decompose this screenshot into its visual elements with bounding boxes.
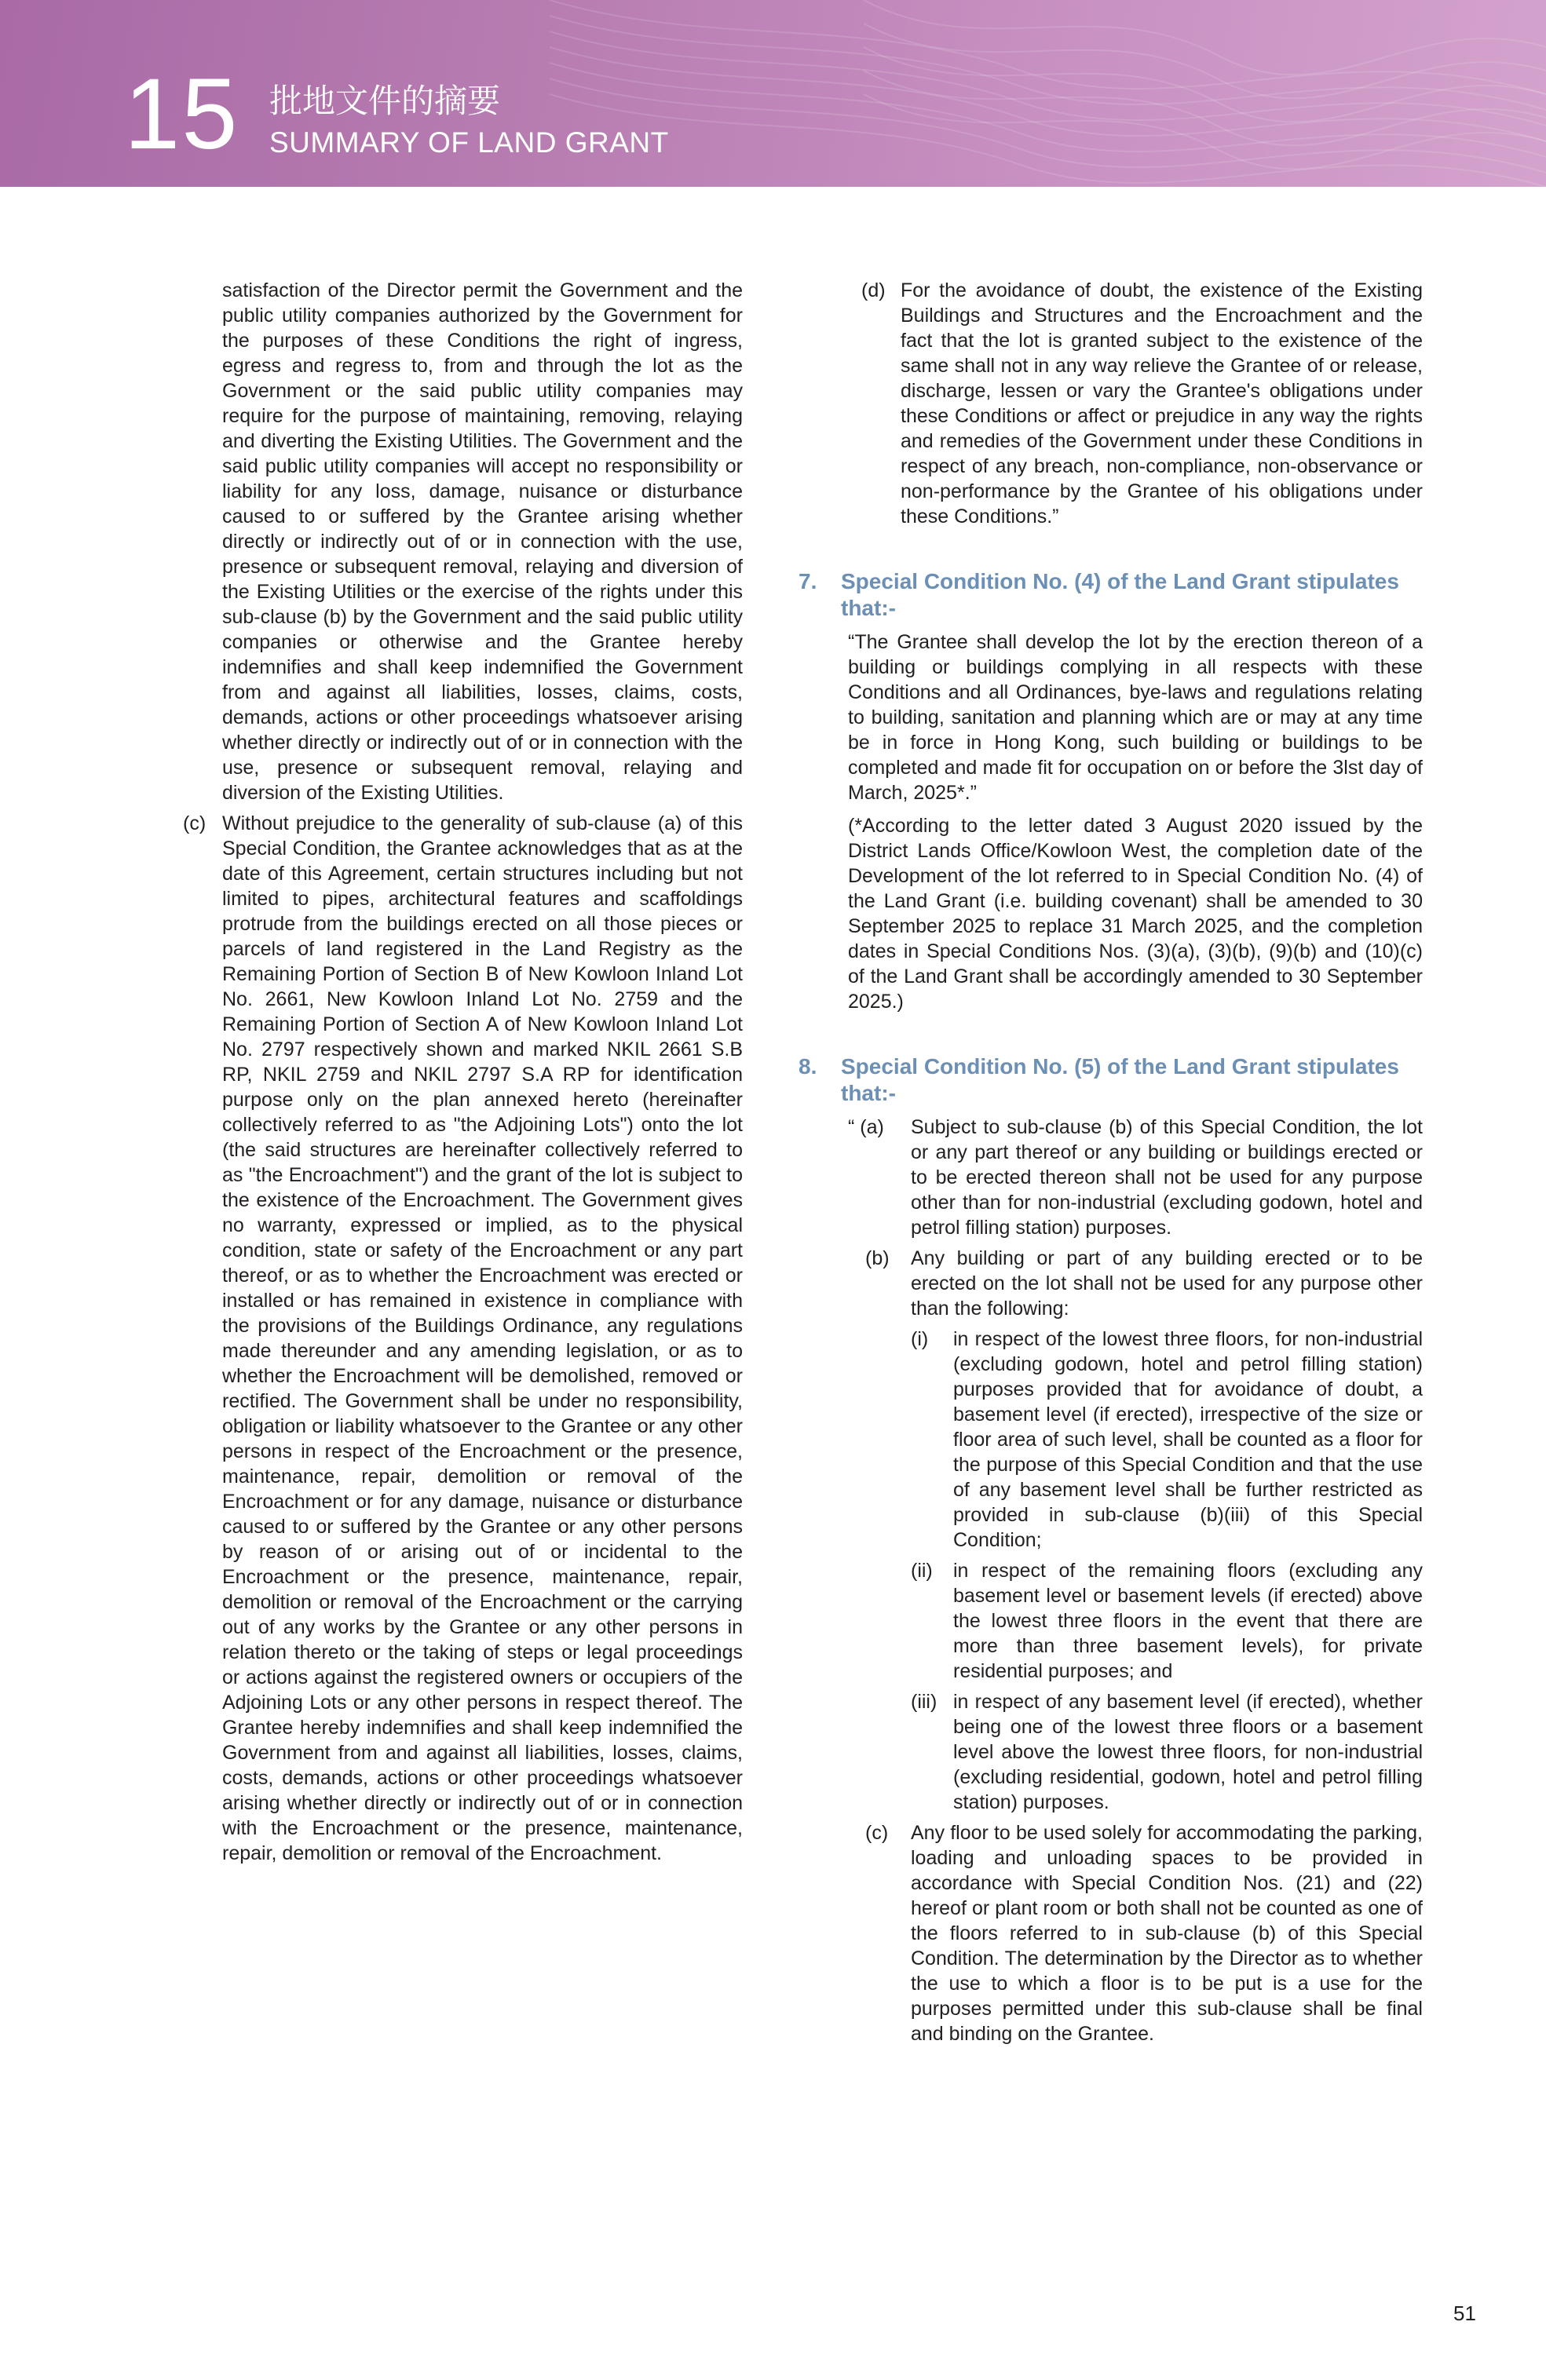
clause-d-avoidance-of-doubt — [861, 278, 1423, 529]
clause-text: Any building or part of any building erected or to be erected on the lot shall not be used for any purpose other than the following: — [911, 1247, 1423, 1320]
section-heading-text: Special Condition No. (5) of the Land Grant stipulates that:- — [841, 1054, 1399, 1105]
clause-label: (c) — [183, 812, 206, 834]
section-8-heading — [799, 1053, 1423, 1107]
right-column — [799, 278, 1423, 2046]
clause-c — [865, 1820, 1423, 2046]
chapter-title-english: SUMMARY OF LAND GRANT — [269, 126, 669, 159]
subclause-text: in respect of any basement level (if erected), whether being one of the lowest three floors or a basement level above the lowest three floors, for non-industrial (excluding residential, godown, hotel and petrol filling station) purposes. — [953, 1691, 1423, 1813]
clause-b — [865, 1246, 1423, 1321]
continued-paragraph: satisfaction of the Director permit the Government and the public utility companies authorized by the Government for the purposes of these Conditions the right of ingress, egress and regress to, from and through the lot as the Government or the said public utility companies may require for the purpose of maintaining, removing, relaying and diverting the Existing Utilities. The Government and the said public utility companies will accept no responsibility or liability for any loss, damage, nuisance or disturbance caused to or suffered by the Grantee arising whether directly or indirectly out of or in connection with the use, presence or subsequent removal, relaying and diversion of the Existing Utilities or the exercise of the rights under this sub-clause (b) by the Government and the said public utility companies or otherwise and the Grantee hereby indemnifies and shall keep indemnified the Government from and against all liabilities, losses, claims, costs, demands, actions or other proceedings whatsoever arising whether directly or indirectly out of or in connection with the use, presence or subsequent removal, relaying and diversion of the Existing Utilities. — [222, 279, 743, 804]
clause-text: For the avoidance of doubt, the existence of the Existing Buildings and Structures and the Encroachment and the fact that the lot is granted subject to the existence of the same shall not in any way relieve the Grantee of or release, discharge, lessen or vary the Grantee's obligations under these Conditions or affect or prejudice in any way the rights and remedies of the Government under these Conditions in respect of any breach, non-compliance, non-observance or non-performance by the Grantee of his obligations under these Conditions.” — [901, 279, 1423, 527]
section-7-quote: “The Grantee shall develop the lot by the erection thereon of a building or buildings complying in all respects with these Conditions and all Ordinances, bye-laws and regulations relating to building, sanitation and planning which are or may at any time be in force in Hong Kong, such building or buildings to be completed and made fit for occupation on or before the 3lst day of March, 2025*.” — [848, 631, 1423, 804]
left-column — [183, 278, 743, 1866]
section-heading-text: Special Condition No. (4) of the Land Grant stipulates that:- — [841, 569, 1399, 620]
subclause-text: in respect of the remaining floors (excluding any basement level or basement levels (if erected) above the lowest three floors in the event that there are more than three basement levels), for private residential purposes; and — [953, 1560, 1423, 1682]
clause-label: “ (a) — [848, 1116, 884, 1138]
clause-label: (c) — [865, 1822, 889, 1844]
clause-c-encroachment — [183, 811, 743, 1866]
clause-a — [848, 1115, 1423, 1240]
subclause-label: (iii) — [911, 1691, 937, 1713]
chapter-number: 15 — [124, 58, 239, 170]
clause-text: Subject to sub-clause (b) of this Special Condition, the lot or any part thereof or any building or buildings erected or to be erected thereon shall not be used for any purpose other than for non-industrial (excluding godown, hotel and petrol filling station) purposes. — [911, 1116, 1423, 1239]
section-number: 7. — [799, 569, 817, 593]
section-number: 8. — [799, 1054, 817, 1079]
section-8-body — [848, 1115, 1423, 2046]
clause-label: (b) — [865, 1247, 890, 1269]
section-7-body — [848, 630, 1423, 1014]
section-7-note: (*According to the letter dated 3 August 2020 issued by the District Lands Office/Kowloon West, the completion date of the Development of the lot referred to in Special Condition No. (4) of the Land Grant (i.e. building covenant) shall be amended to 30 September 2025 to replace 31 March 2025, and the completion dates in Special Conditions Nos. (3)(a), (3)(b), (9)(b) and (10)(c) of the Land Grant shall be accordingly amended to 30 September 2025.) — [848, 815, 1423, 1013]
clause-label: (d) — [861, 279, 886, 301]
subclause-text: in respect of the lowest three floors, for non-industrial (excluding godown, hotel and petrol filling station) purposes provided that for avoidance of doubt, a basement level (if erected), irrespective of the size or floor area of such level, shall be counted as a floor for the purpose of this Special Condition and that the use of any basement level shall be further restricted as provided in sub-clause (b)(iii) of this Special Condition; — [953, 1328, 1423, 1551]
subclause-label: (ii) — [911, 1560, 933, 1582]
chapter-title-chinese: 批地文件的摘要 — [269, 82, 501, 120]
page-number: 51 — [1453, 2302, 1476, 2325]
subclause-label: (i) — [911, 1328, 929, 1350]
subclause-b-i — [911, 1327, 1423, 1553]
clause-text: Any floor to be used solely for accommodating the parking, loading and unloading spaces to be provided in accordance with Special Condition Nos. (21) and (22) hereof or plant room or both shall not be counted as one of the floors referred to in sub-clause (b) of this Special Condition. The determination by the Director as to whether the use to which a floor is to be put is a use for the purposes permitted under this sub-clause shall be final and binding on the Grantee. — [911, 1822, 1423, 2045]
clause-text: Without prejudice to the generality of sub-clause (a) of this Special Condition, the Grantee acknowledges that as at the date of this Agreement, certain structures including but not limited to pipes, architectural features and scaffoldings protrude from the buildings erected on all those pieces or parcels of land registered in the Land Registry as the Remaining Portion of Section B of New Kowloon Inland Lot No. 2661, New Kowloon Inland Lot No. 2759 and the Remaining Portion of Section A of New Kowloon Inland Lot No. 2797 respectively shown and marked NKIL 2661 S.B RP, NKIL 2759 and NKIL 2797 S.A RP for identification purpose only on the plan annexed hereto (hereinafter collectively referred to as "the Adjoining Lots") onto the lot (the said structures are hereinafter collectively referred to as "the Encroachment") and the grant of the lot is subject to the existence of the Encroachment. The Government gives no warranty, expressed or implied, as to the physical condition, state or safety of the Encroachment or any part thereof, or as to whether the Encroachment was erected or installed or has remained in existence in compliance with the provisions of the Buildings Ordinance, any regulations made thereunder and any amending legislation, or as to whether the Encroachment will be demolished, removed or rectified. The Government shall be under no responsibility, obligation or liability whatsoever to the Grantee or any other persons in respect of the Encroachment or the presence, maintenance, repair, demolition or removal of the Encroachment or for any damage, nuisance or disturbance caused to or suffered by the Grantee or any other persons by reason of or arising out of or incidental to the Encroachment or the presence, maintenance, repair, demolition or removal of the Encroachment or the carrying out of any works by the Grantee or any other persons in relation thereto or the taking of steps or legal proceedings or actions against the registered owners or occupiers of the Adjoining Lots or any other persons in respect thereof. The Grantee hereby indemnifies and shall keep indemnified the Government from and against all liabilities, losses, claims, costs, demands, actions or other proceedings whatsoever arising whether directly or indirectly out of or in connection with the Encroachment or the presence, maintenance, repair, demolition or removal of the Encroachment. — [222, 812, 743, 1864]
subclause-b-ii — [911, 1558, 1423, 1684]
section-7-heading — [799, 568, 1423, 622]
subclause-b-iii — [911, 1689, 1423, 1815]
chapter-header-band — [0, 0, 1546, 187]
